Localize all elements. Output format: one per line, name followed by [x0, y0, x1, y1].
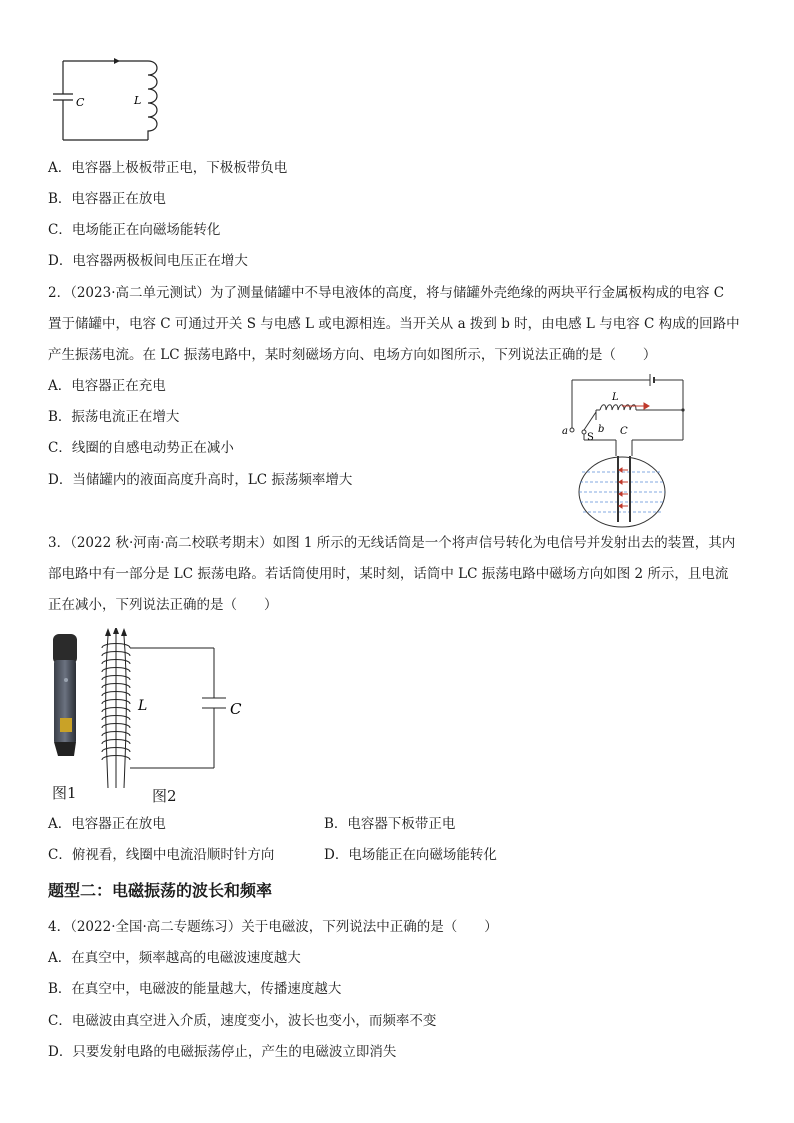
q2-option-a: A．电容器正在充电	[48, 378, 166, 394]
q3-fig-C-label: C	[230, 700, 242, 718]
q2-fig-b-label: b	[598, 424, 605, 435]
q1-option-c: C．电场能正在向磁场能转化	[48, 222, 221, 238]
q2-fig-a-label: a	[562, 426, 568, 437]
q4-option-a: A．在真空中，频率越高的电磁波速度越大	[48, 950, 301, 966]
q2-tank-circuit-figure	[556, 372, 690, 528]
q2-stem-line-1: 2．（2023·高二单元测试）为了测量储罐中不导电液体的高度，将与储罐外壳绝缘的两块平行金属板构成的电容 C	[48, 285, 725, 301]
q2-stem-line-2: 置于储罐中，电容 C 可通过开关 S 与电感 L 或电源相连。当开关从 a 拨到 b 时，由电感 L 与电容 C 构成的回路中	[48, 316, 740, 332]
q2-fig-C-label: C	[620, 426, 628, 437]
q3-option-d: D．电场能正在向磁场能转化	[324, 847, 497, 863]
q1-option-a: A．电容器上极板带正电，下极板带负电	[48, 160, 288, 176]
q2-fig-L-label: L	[612, 392, 619, 403]
section-heading: 题型二：电磁振荡的波长和频率	[48, 881, 273, 900]
q4-option-d: D．只要发射电路的电磁振荡停止，产生的电磁波立即消失	[48, 1044, 397, 1060]
q3-stem-line-1: 3．（2022 秋·河南·高二校联考期末）如图 1 所示的无线话筒是一个将声信号转化为电信号并发射出去的装置，其内	[48, 535, 736, 551]
q2-fig-S-label: S	[587, 432, 594, 443]
q3-stem-line-2: 部电路中有一部分是 LC 振荡电路。若话筒使用时，某时刻，话筒中 LC 振荡电路中磁场方向如图 2 所示，且电流	[48, 566, 729, 582]
q4-stem: 4．（2022·全国·高二专题练习）关于电磁波，下列说法中正确的是（ ）	[48, 919, 498, 935]
fig1-caption: 图1	[52, 784, 77, 802]
fig2-caption: 图2	[152, 787, 177, 805]
q4-option-b: B．在真空中，电磁波的能量越大，传播速度越大	[48, 981, 342, 997]
microphone-image	[40, 630, 90, 770]
q1-option-d: D．电容器两极板间电压正在增大	[48, 253, 248, 269]
q3-stem-line-3: 正在减小，下列说法正确的是（ ）	[48, 597, 278, 613]
q3-fig-L-label: L	[138, 698, 148, 714]
capacitor-label: C	[76, 96, 85, 109]
q3-option-a: A．电容器正在放电	[48, 816, 166, 832]
q1-option-b: B．电容器正在放电	[48, 191, 166, 207]
q2-option-b: B．振荡电流正在增大	[48, 409, 180, 425]
q2-option-d: D．当储罐内的液面高度升高时，LC 振荡频率增大	[48, 472, 353, 488]
inductor-label: L	[134, 94, 142, 107]
q2-option-c: C．线圈的自感电动势正在减小	[48, 440, 234, 456]
q3-option-c: C．俯视看，线圈中电流沿顺时针方向	[48, 847, 275, 863]
q1-lc-circuit-figure	[48, 52, 168, 152]
q4-option-c: C．电磁波由真空进入介质，速度变小，波长也变小，而频率不变	[48, 1013, 437, 1029]
q2-stem-line-3: 产生振荡电流。在 LC 振荡电路中，某时刻磁场方向、电场方向如图所示，下列说法正确的是（ ）	[48, 347, 657, 363]
q3-option-b: B．电容器下板带正电	[324, 816, 456, 832]
q3-coil-circuit-figure	[96, 628, 256, 788]
